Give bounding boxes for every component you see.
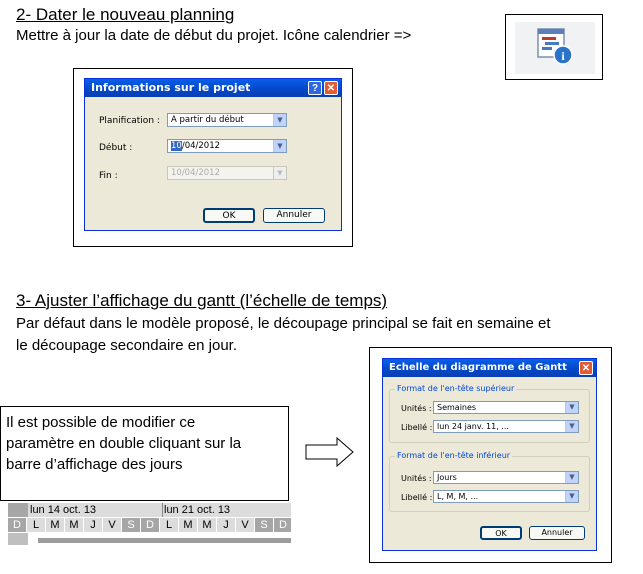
libelle1-label: Libellé : <box>401 423 433 432</box>
dialog2-titlebar: Echelle du diagramme de Gantt <box>383 359 596 377</box>
gantt-day-cell[interactable]: J <box>84 518 103 532</box>
gantt-week1-label: lun 14 oct. 13 <box>30 504 97 516</box>
libelle1-select[interactable]: lun 24 janv. 11, ... ▼ <box>433 420 579 433</box>
dialog1-frame <box>73 68 353 247</box>
project-info-dialog <box>84 78 342 231</box>
gantt-day-cell[interactable]: M <box>179 518 198 532</box>
debut-selected-text: 10 <box>171 141 182 151</box>
section2-title: 2- Dater le nouveau planning <box>16 5 235 24</box>
gantt-day-cell[interactable]: D <box>274 518 291 532</box>
debut-label: Début : <box>99 143 133 153</box>
close-button[interactable]: ✕ <box>324 81 338 95</box>
section3-title: 3- Ajuster l’affichage du gantt (l’échelle de temps) <box>16 291 388 310</box>
libelle2-select[interactable]: L, M, M, ... ▼ <box>433 490 579 503</box>
chevron-down-icon[interactable]: ▼ <box>565 402 578 413</box>
project-information-icon[interactable] <box>536 27 578 69</box>
gantt-day-cell[interactable]: M <box>46 518 65 532</box>
gantt-day-cell[interactable]: S <box>122 518 141 532</box>
chevron-down-icon[interactable]: ▼ <box>565 421 578 432</box>
upper-header-group <box>389 389 590 443</box>
debut-date-field[interactable]: 10/04/2012 ▼ <box>167 139 287 153</box>
ok-button[interactable]: OK <box>480 526 522 540</box>
dialog1-titlebar: Informations sur le projet <box>85 79 341 97</box>
fin-date-field: 10/04/2012 ▼ <box>167 166 287 180</box>
group1-title: Format de l'en-tête supérieur <box>397 384 515 393</box>
group2-title: Format de l'en-tête inférieur <box>397 451 511 460</box>
section2-text: Mettre à jour la date de début du projet. Icône calendrier => <box>16 27 412 44</box>
gantt-timescale[interactable] <box>8 503 291 545</box>
chevron-down-icon: ▼ <box>273 167 286 179</box>
cancel-button[interactable]: Annuler <box>263 208 325 223</box>
dialog2-frame <box>369 347 612 563</box>
units2-label: Unités : <box>401 474 432 483</box>
svg-text:i: i <box>561 49 565 63</box>
chevron-down-icon[interactable]: ▼ <box>565 472 578 483</box>
chevron-down-icon[interactable]: ▼ <box>273 140 286 152</box>
cancel-button[interactable]: Annuler <box>529 526 585 540</box>
close-button[interactable]: ✕ <box>579 361 593 375</box>
right-arrow-icon <box>305 436 355 468</box>
libelle2-label: Libellé : <box>401 493 433 502</box>
gantt-bar[interactable] <box>38 538 291 543</box>
note-line1: Il est possible de modifier ce <box>6 414 196 431</box>
note-line3: barre d’affichage des jours <box>6 456 183 473</box>
chevron-down-icon[interactable]: ▼ <box>273 114 286 126</box>
fin-label: Fin : <box>99 171 118 181</box>
gantt-day-cell[interactable]: M <box>198 518 217 532</box>
gantt-day-cell[interactable]: D <box>141 518 160 532</box>
gantt-day-cell[interactable]: V <box>103 518 122 532</box>
units2-select[interactable]: Jours ▼ <box>433 471 579 484</box>
units1-label: Unités : <box>401 404 432 413</box>
gantt-day-cell[interactable]: S <box>255 518 274 532</box>
lower-header-group <box>389 456 590 512</box>
gantt-day-cell[interactable]: J <box>217 518 236 532</box>
planification-label: Planification : <box>99 116 160 126</box>
gantt-week-row[interactable] <box>8 503 291 517</box>
gantt-scale-dialog <box>382 358 597 551</box>
gantt-week2-label: lun 21 oct. 13 <box>164 504 231 516</box>
chevron-down-icon[interactable]: ▼ <box>565 491 578 502</box>
gantt-day-cell[interactable]: L <box>27 518 46 532</box>
note-box <box>0 406 289 501</box>
gantt-day-row[interactable] <box>8 518 291 532</box>
gantt-day-cell[interactable]: L <box>160 518 179 532</box>
help-button[interactable]: ? <box>308 81 322 95</box>
gantt-day-cell[interactable]: V <box>236 518 255 532</box>
gantt-day-cell[interactable]: M <box>65 518 84 532</box>
section3-line2: le découpage secondaire en jour. <box>16 337 238 354</box>
units1-select[interactable]: Semaines ▼ <box>433 401 579 414</box>
section3-line1: Par défaut dans le modèle proposé, le découpage principal se fait en semaine et <box>16 315 551 332</box>
ok-button[interactable]: OK <box>203 208 255 223</box>
gantt-day-cell[interactable]: D <box>8 518 27 532</box>
note-line2: paramètre en double cliquant sur la <box>6 435 242 452</box>
planification-select[interactable]: A partir du début ▼ <box>167 113 287 127</box>
icon-frame <box>505 14 603 80</box>
